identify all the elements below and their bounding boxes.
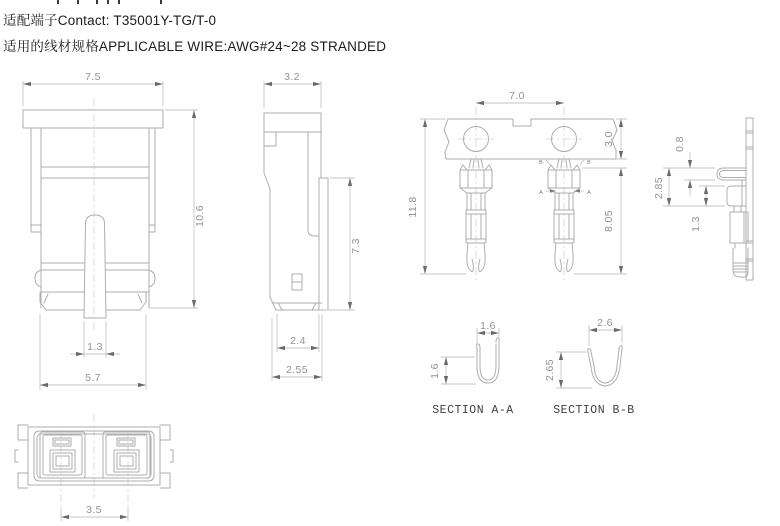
section-bb-view <box>544 317 635 417</box>
dim-text-wall-height: 7.3 <box>350 238 362 254</box>
dim-text-bottom-pitch: 3.5 <box>86 504 102 516</box>
inner-wall <box>37 434 151 478</box>
dim-text-aa-height: 1.6 <box>429 363 441 379</box>
carrier-strip-edge <box>746 118 753 280</box>
cavity-right-slot-inner <box>119 440 133 444</box>
dim-text-carrier-height: 3.0 <box>603 131 615 147</box>
wire-spec-text: 适用的线材规格APPLICABLE WIRE:AWG#24~28 STRANDED <box>3 39 387 54</box>
section-cut-mark-b-left: B <box>539 160 543 166</box>
section-aa-label: SECTION A-A <box>432 404 514 417</box>
cavity-left-square <box>56 456 69 466</box>
dim-text-overall-height: 11.8 <box>407 196 419 218</box>
dim-text-height-a: 2.85 <box>653 176 665 200</box>
front-outline <box>23 110 163 310</box>
side-outline <box>264 113 328 310</box>
dim-text-width-top: 3.2 <box>284 71 300 83</box>
dim-text-bb-height: 2.65 <box>544 358 556 382</box>
dim-text-width-outer: 2.55 <box>285 364 309 376</box>
cavity-left-slot-inner <box>55 440 69 444</box>
housing-side-view <box>264 71 362 381</box>
cavity-left-slot <box>53 438 71 446</box>
housing-bottom-view <box>15 414 173 521</box>
section-cut-arrows <box>546 160 584 165</box>
dim-text-terminal-height: 8.05 <box>603 209 615 233</box>
cavity-right-square <box>120 456 133 466</box>
dim-text-bb-width: 2.6 <box>597 317 613 329</box>
extension-lines <box>264 81 355 381</box>
dim-text-height-b: 1.3 <box>690 216 702 232</box>
bottom-centerlines <box>61 414 128 508</box>
cavity-left <box>40 432 85 478</box>
dim-text-thickness: 0.8 <box>674 136 686 152</box>
terminal-strip-view <box>407 90 627 280</box>
extension-lines <box>441 328 499 384</box>
extension-lines <box>663 168 725 206</box>
section-cut-mark-a-left: A <box>539 190 543 196</box>
extension-lines <box>23 81 198 390</box>
dim-text-pitch: 7.0 <box>509 90 525 102</box>
dim-text-width-bottom: 5.7 <box>85 372 101 384</box>
terminal-side-view <box>653 118 753 280</box>
housing-front-view <box>23 71 206 390</box>
section-bb-shape <box>588 346 623 386</box>
dim-text-width-inner: 2.4 <box>290 335 306 347</box>
section-bb-label: SECTION B-B <box>553 404 635 417</box>
latch-tongue <box>84 215 106 318</box>
contact-spec-text: 适配端子Contact: T35001Y-TG/T-0 <box>3 13 217 28</box>
dim-text-aa-width: 1.6 <box>480 320 496 332</box>
dim-text-height: 10.6 <box>194 204 206 228</box>
terminal-profile <box>717 168 748 277</box>
dim-text-width-top: 7.5 <box>85 71 101 83</box>
dim-text-latch-width: 1.3 <box>87 341 103 353</box>
section-cut-mark-a-right: A <box>587 190 591 196</box>
section-aa-view <box>429 320 514 417</box>
extension-lines <box>420 119 627 274</box>
cavity-right <box>103 432 150 478</box>
cavity-right-slot <box>117 438 135 446</box>
section-cut-mark-b-right: B <box>587 160 591 166</box>
section-aa-shape <box>477 338 500 383</box>
